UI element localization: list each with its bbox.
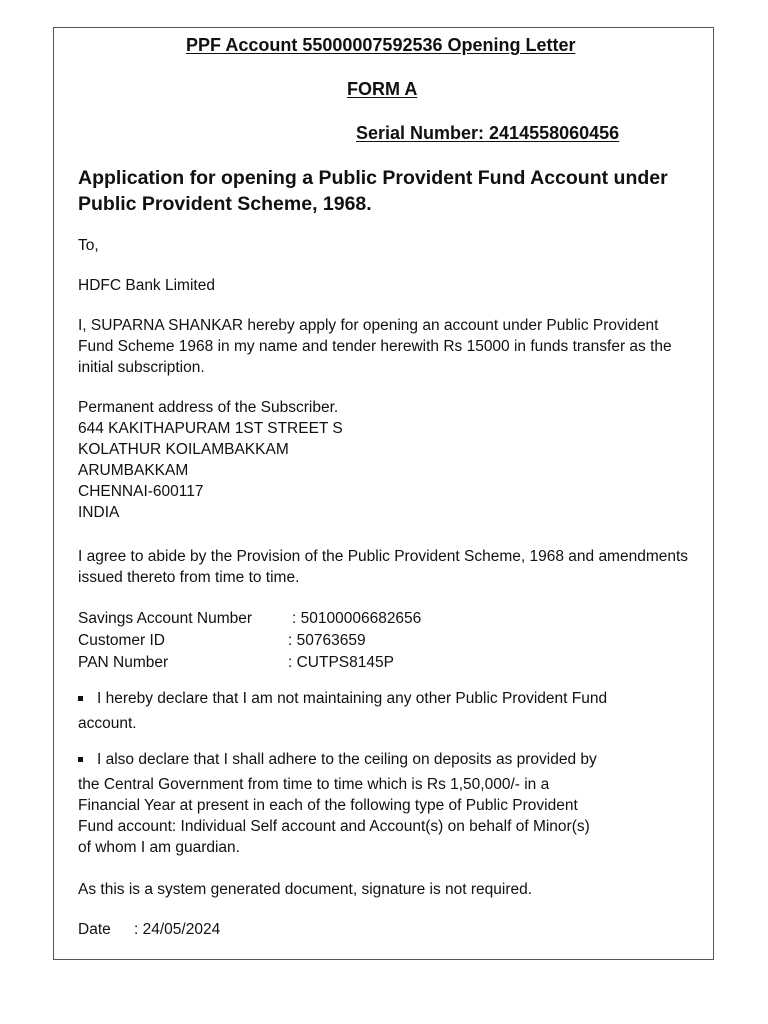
address-label: Permanent address of the Subscriber. [78,399,339,416]
account-detail-row [78,630,421,652]
detail-label: Customer ID [78,632,165,649]
detail-value: : 50100006682656 [292,610,422,627]
application-title: Application for opening a Public Provident Fund Account under Public Provident Scheme, 1968. [78,167,668,215]
declaration-text: Financial Year at present in each of the following type of Public Provident [78,797,578,814]
date-value: : 24/05/2024 [134,921,221,938]
address-line: ARUMBAKKAM [78,462,189,479]
bullet-icon [78,757,83,762]
detail-value: : 50763659 [288,632,366,649]
declaration-text: I hereby declare that I am not maintaining any other Public Provident Fund [97,690,608,707]
address-block [78,397,343,523]
salutation: To, [78,237,99,254]
declaration-item [78,688,607,734]
detail-value: : CUTPS8145P [288,654,394,671]
system-note: As this is a system generated document, signature is not required. [78,881,533,898]
date-row [78,919,220,940]
address-line: KOLATHUR KOILAMBAKKAM [78,441,289,458]
agreement-paragraph: I agree to abide by the Provision of the Public Provident Scheme, 1968 and amendments issued thereto from time to time. [78,548,689,586]
declaration-text: account. [78,715,137,732]
declaration-text: Fund account: Individual Self account and Account(s) on behalf of Minor(s) [78,818,590,835]
account-detail-row [78,608,421,630]
bank-name: HDFC Bank Limited [78,277,215,294]
declaration-item [78,749,597,858]
declaration-text: I also declare that I shall adhere to the ceiling on deposits as provided by [97,751,597,768]
form-label: FORM A [347,79,418,99]
account-details [78,608,421,674]
detail-label: PAN Number [78,654,169,671]
serial-number: Serial Number: 2414558060456 [356,123,620,143]
address-line: 644 KAKITHAPURAM 1ST STREET S [78,420,343,437]
bullet-icon [78,696,83,701]
address-line: INDIA [78,504,120,521]
address-line: CHENNAI-600117 [78,483,204,500]
document-title: PPF Account 55000007592536 Opening Letter [186,35,576,55]
date-label: Date [78,921,111,938]
declaration-text: of whom I am guardian. [78,839,240,856]
application-paragraph: I, SUPARNA SHANKAR hereby apply for opening an account under Public Provident Fund Scheme 1968 in my name and tender herewith Rs 15000 in funds transfer as the initial subscription. [78,317,672,376]
detail-label: Savings Account Number [78,610,253,627]
account-detail-row [78,652,421,674]
declaration-text: the Central Government from time to time which is Rs 1,50,000/- in a [78,776,550,793]
